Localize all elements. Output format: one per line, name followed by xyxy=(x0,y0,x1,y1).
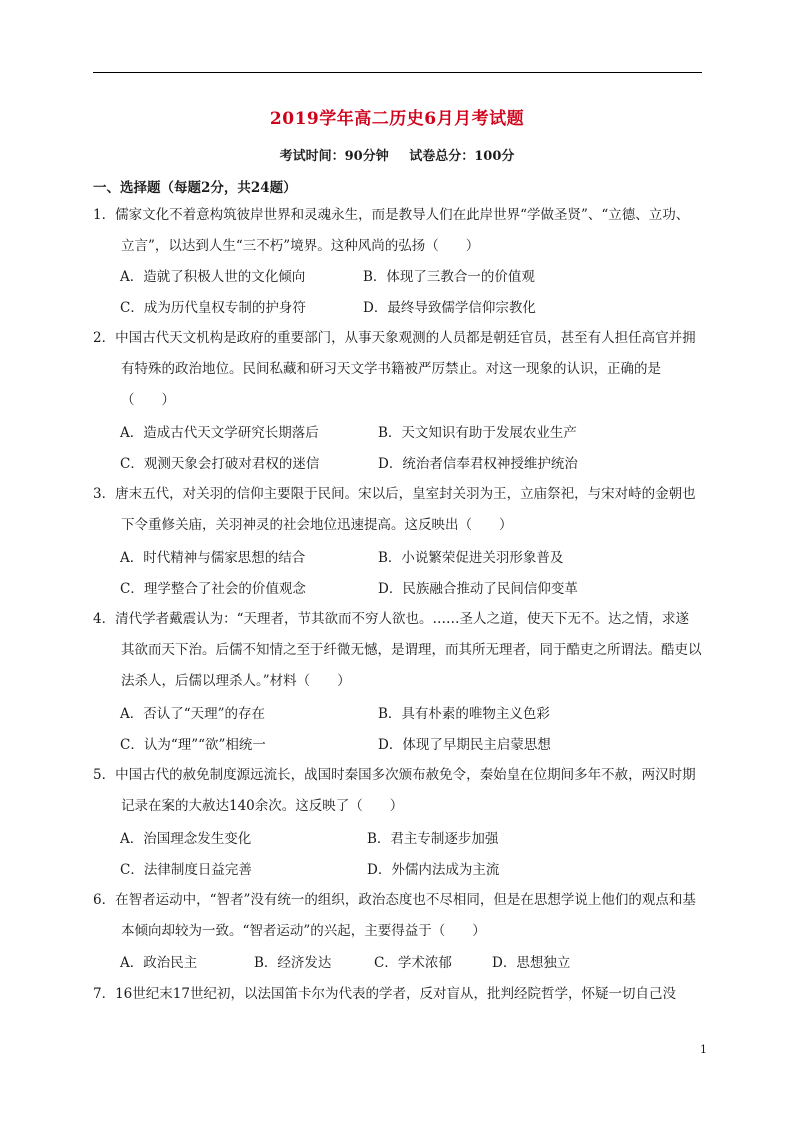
option-a: A．造成古代天文学研究长期落后 xyxy=(120,425,319,441)
question-4 xyxy=(93,604,702,697)
option-c: C．学术浓郁 xyxy=(374,955,452,971)
option-b: B．君主专制逐步加强 xyxy=(367,831,499,847)
question-options xyxy=(120,730,700,761)
question-3 xyxy=(93,479,702,541)
option-b: B．小说繁荣促进关羽形象普及 xyxy=(378,550,564,566)
option-a: A．政治民主 xyxy=(120,955,198,971)
question-stem: 4．清代学者戴震认为：“天理者，节其欲而不穷人欲也。……圣人之道，使天下无不。达之情，求遂其欲而天下治。后儒不知情之至于纤微无憾，是谓理，而其所无理者，同于酷吏之所谓法。酷吏以法杀人，后儒以理杀人。”材料（ ） xyxy=(93,611,702,689)
section-heading: 一、选择题（每题2分，共24题） xyxy=(93,180,297,196)
exam-score: 试卷总分：100分 xyxy=(409,149,515,164)
option-d: D．民族融合推动了民间信仰变革 xyxy=(378,581,578,597)
question-stem: 3．唐末五代，对关羽的信仰主要限于民间。宋以后，皇室封关羽为王，立庙祭祀，与宋对峙的金朝也下令重修关庙，关羽神灵的社会地位迅速提高。这反映出（ ） xyxy=(93,486,696,533)
option-b: B．天文知识有助于发展农业生产 xyxy=(378,425,577,441)
page-number: 1 xyxy=(700,1043,707,1056)
option-d: D．外儒内法成为主流 xyxy=(367,862,500,878)
question-1 xyxy=(93,200,702,262)
question-stem: 6．在智者运动中，“智者”没有统一的组织，政治态度也不尽相同，但是在思想学说上他们的观点和基本倾向却较为一致。“智者运动”的兴起，主要得益于（ ） xyxy=(93,892,696,939)
option-c: C．理学整合了社会的价值观念 xyxy=(120,581,306,597)
header-rule xyxy=(93,72,702,73)
option-a: A．治国理念发生变化 xyxy=(120,831,252,847)
option-d: D．统治者信奉君权神授维护统治 xyxy=(378,456,578,472)
question-options xyxy=(120,699,700,730)
option-a: A．造就了积极人世的文化倾向 xyxy=(120,269,306,285)
question-stem: 7．16世纪末17世纪初，以法国笛卡尔为代表的学者，反对盲从，批判经院哲学，怀疑一切自己没 xyxy=(93,986,676,1002)
option-d: D．最终导致儒学信仰宗教化 xyxy=(363,300,536,316)
page-title: 2019学年高二历史6月月考试题 xyxy=(269,109,525,129)
option-b: B．经济发达 xyxy=(254,955,332,971)
exam-time: 考试时间：90分钟 xyxy=(279,149,389,164)
option-c: C．法律制度日益完善 xyxy=(120,862,252,878)
question-7 xyxy=(93,979,702,1010)
option-a: A．否认了“天理”的存在 xyxy=(120,706,266,722)
question-options xyxy=(120,293,700,324)
option-c: C．成为历代皇权专制的护身符 xyxy=(120,300,306,316)
option-c: C．观测天象会打破对君权的迷信 xyxy=(120,456,320,472)
option-d: D．体现了早期民主启蒙思想 xyxy=(378,737,551,753)
question-stem: 5．中国古代的赦免制度源远流长，战国时秦国多次颁布赦免令，秦始皇在位期间多年不赦，两汉时期记录在案的大赦达140余次。这反映了（ ） xyxy=(93,767,696,814)
option-b: B．体现了三教合一的价值观 xyxy=(363,269,535,285)
exam-info xyxy=(0,145,794,164)
question-5 xyxy=(93,760,702,822)
question-options xyxy=(120,948,700,979)
question-options xyxy=(120,262,700,293)
option-d: D．思想独立 xyxy=(492,955,571,971)
question-options xyxy=(120,855,700,886)
option-c: C．认为“理”“欲”相统一 xyxy=(120,737,266,753)
question-stem: 2．中国古代天文机构是政府的重要部门，从事天象观测的人员都是朝廷官员，甚至有人担任高官并拥有特殊的政治地位。民间私藏和研习天文学书籍被严厉禁止。对这一现象的认识，正确的是（ ） xyxy=(93,330,696,408)
question-options xyxy=(120,824,700,855)
option-a: A．时代精神与儒家思想的结合 xyxy=(120,550,306,566)
question-options xyxy=(120,449,700,480)
question-options xyxy=(120,418,700,449)
option-b: B．具有朴素的唯物主义色彩 xyxy=(378,706,550,722)
question-6 xyxy=(93,885,702,947)
question-2 xyxy=(93,323,702,416)
question-stem: 1．儒家文化不着意构筑彼岸世界和灵魂永生，而是教导人们在此岸世界“学做圣贤”、“立德、立功、立言”，以达到人生“三不朽”境界。这种风尚的弘扬（ ） xyxy=(93,207,690,254)
question-options xyxy=(120,574,700,605)
question-options xyxy=(120,543,700,574)
